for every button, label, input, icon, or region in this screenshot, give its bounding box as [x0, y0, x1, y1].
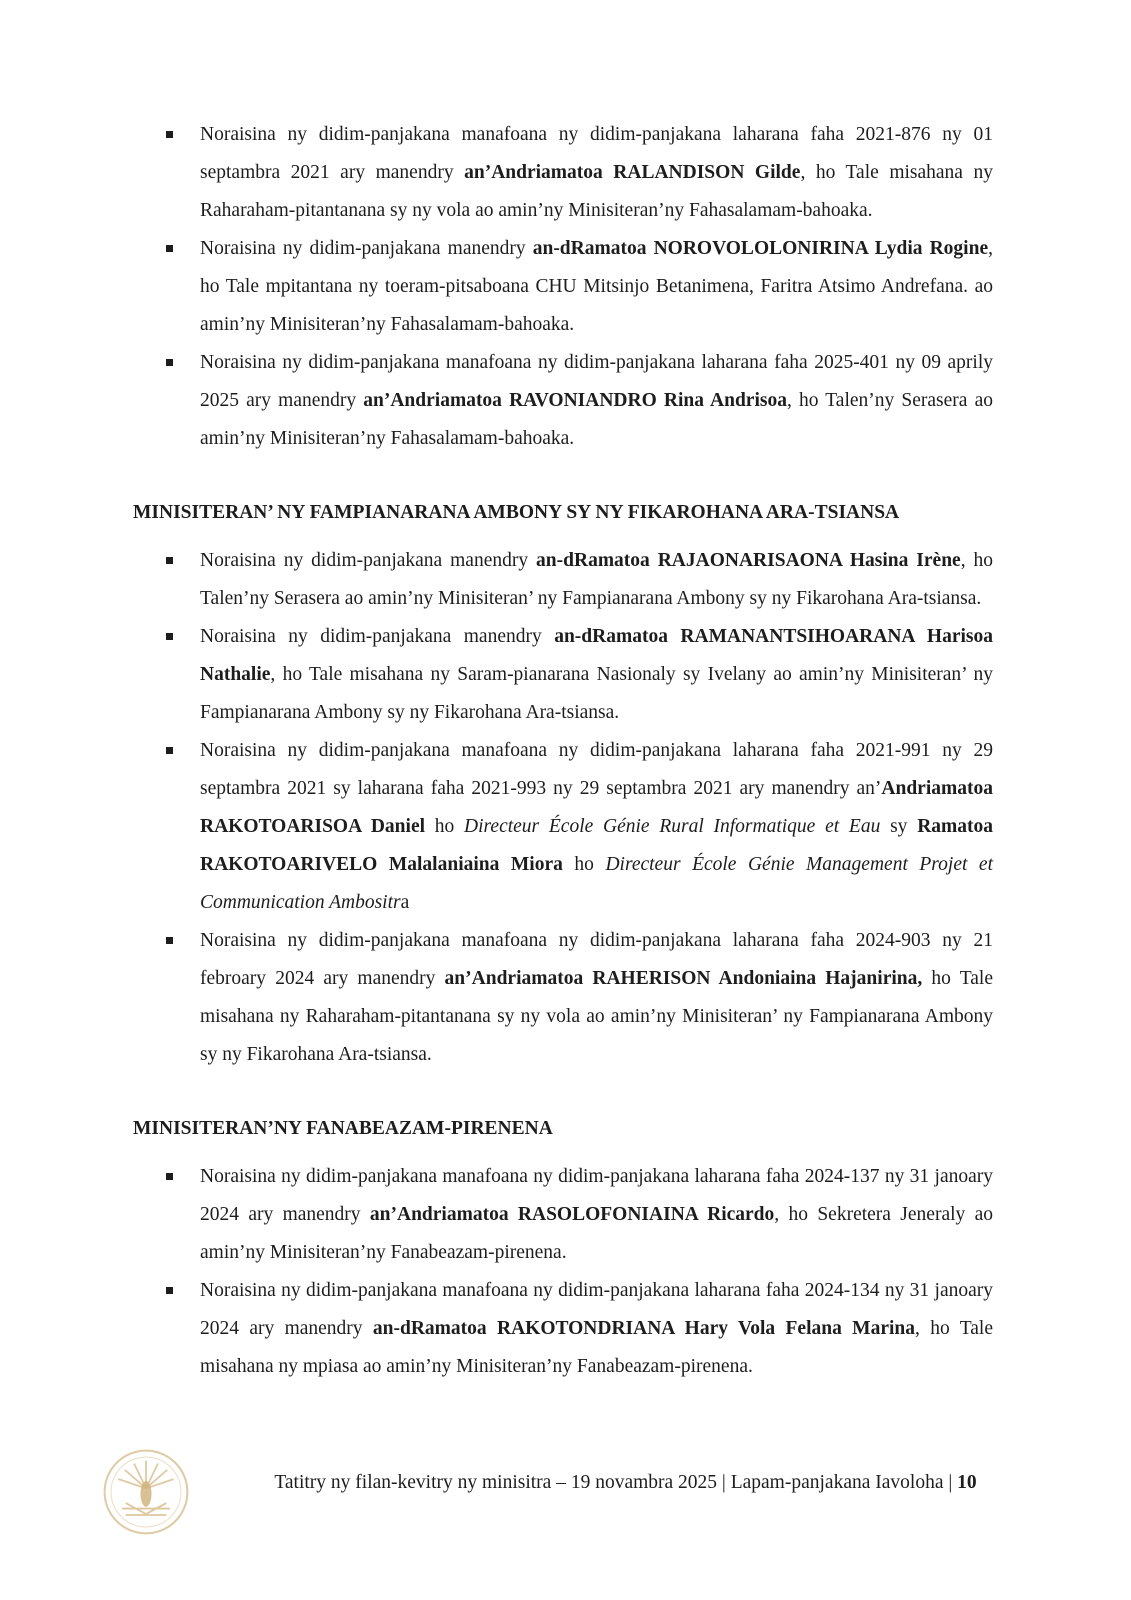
body-text: Noraisina ny didim-panjakana manafoana ny didim-panjakana laharana faha 2024-903 ny 21 febroary 2024 ary manendry: [200, 930, 993, 989]
body-text: Noraisina ny didim-panjakana manendry: [200, 626, 555, 647]
body-text: , ho Talen’ny Serasera ao amin’ny Minisiteran’ny Fahasalamam-bahoaka.: [200, 390, 993, 449]
body-text: a: [400, 892, 410, 913]
ministry-section: [133, 116, 993, 458]
body-text: ho: [425, 816, 465, 837]
bold-text: Andriamatoa RAKOTOARISOA Daniel: [200, 778, 993, 837]
body-text: Noraisina ny didim-panjakana manafoana ny didim-panjakana laharana faha 2024-137 ny 31 janoary 2024 ary manendry: [200, 1166, 993, 1225]
decree-item: [133, 230, 993, 344]
body-text: Noraisina ny didim-panjakana manafoana ny didim-panjakana laharana faha 2021-876 ny 01 septambra 2021 ary manendry: [200, 124, 993, 183]
bold-text: an-dRamatoa RAKOTONDRIANA Hary Vola Felana Marina: [372, 1318, 915, 1339]
bold-text: Ramatoa RAKOTOARIVELO Malalaniaina Miora: [200, 816, 994, 875]
bold-text: an’Andriamatoa RAVONIANDRO Rina Andrisoa: [363, 390, 787, 411]
decree-item: [133, 732, 993, 922]
decree-item: [133, 922, 993, 1074]
decree-item: [133, 116, 993, 230]
body-text: Noraisina ny didim-panjakana manendry: [200, 550, 537, 571]
bold-text: an-dRamatoa NOROVOLOLONIRINA Lydia Rogine: [532, 238, 989, 259]
body-text: Noraisina ny didim-panjakana manafoana ny didim-panjakana laharana faha 2021-991 ny 29 septambra 2021 sy laharana faha 2021-993 ny 29 septambra 2021 ary manendry an’: [200, 740, 993, 799]
decree-item: [133, 618, 993, 732]
presidency-seal-icon: [100, 1446, 192, 1538]
body-text: , ho Tale mpitantana ny toeram-pitsaboana CHU Mitsinjo Betanimena, Faritra Atsimo Andrefana. ao amin’ny Minisiteran’ny Fahasalamam-bahoaka.: [200, 238, 993, 335]
ministry-section: [133, 1116, 993, 1386]
page-number: 10: [957, 1472, 977, 1493]
bold-text: an-dRamatoa RAJAONARISAONA Hasina Irène: [536, 550, 961, 571]
bold-text: an’Andriamatoa RASOLOFONIAINA Ricardo: [369, 1204, 775, 1225]
body-text: , ho Tale misahana ny mpiasa ao amin’ny Minisiteran’ny Fanabeazam-pirenena.: [200, 1318, 993, 1377]
decree-item: [133, 1272, 993, 1386]
footer-text: [215, 1468, 1036, 1498]
bold-text: an-dRamatoa RAMANANTSIHOARANA Harisoa Nathalie: [200, 626, 993, 685]
decree-list: [133, 116, 993, 458]
body-text: sy: [880, 816, 918, 837]
italic-text: Directeur École Génie Rural Informatique et Eau: [464, 816, 881, 837]
body-text: ho Tale misahana ny Raharaham-pitantanana sy ny vola ao amin’ny Minisiteran’ ny Fampianarana Ambony sy ny Fikarohana Ara-tsiansa.: [200, 968, 993, 1065]
footer-label: Tatitry ny filan-kevitry ny minisitra – 19 novambra 2025 | Lapam-panjakana Iavoloha |: [274, 1472, 958, 1493]
section-title: MINISITERAN’ NY FAMPIANARANA AMBONY SY NY FIKAROHANA ARA-TSIANSA: [133, 502, 900, 523]
body-text: , ho Sekretera Jeneraly ao amin’ny Minisiteran’ny Fanabeazam-pirenena.: [200, 1204, 994, 1263]
bold-text: an’Andriamatoa RALANDISON Gilde: [464, 162, 801, 183]
body-text: Noraisina ny didim-panjakana manendry: [200, 238, 533, 259]
body-text: Noraisina ny didim-panjakana manafoana ny didim-panjakana laharana faha 2025-401 ny 09 aprily 2025 ary manendry: [200, 352, 993, 411]
section-title: MINISITERAN’NY FANABEAZAM-PIRENENA: [133, 1118, 553, 1139]
body-text: , ho Tale misahana ny Raharaham-pitantanana sy ny vola ao amin’ny Minisiteran’ny Fahasalamam-bahoaka.: [200, 162, 993, 221]
decree-list: [133, 1158, 993, 1386]
bold-text: an’Andriamatoa RAHERISON Andoniaina Hajanirina,: [444, 968, 923, 989]
decree-item: [133, 542, 993, 618]
decree-item: [133, 1158, 993, 1272]
body-text: Noraisina ny didim-panjakana manafoana ny didim-panjakana laharana faha 2024-134 ny 31 janoary 2024 ary manendry: [200, 1280, 993, 1339]
decree-list: [133, 542, 993, 1074]
body-text: , ho Tale misahana ny Saram-pianarana Nasionaly sy Ivelany ao amin’ny Minisiteran’ ny Fampianarana Ambony sy ny Fikarohana Ara-tsiansa.: [200, 664, 993, 723]
body-text: , ho Talen’ny Serasera ao amin’ny Minisiteran’ ny Fampianarana Ambony sy ny Fikarohana Ara-tsiansa.: [200, 550, 994, 609]
decree-item: [133, 344, 993, 458]
ministry-section: [133, 500, 993, 1074]
body-text: ho: [562, 854, 606, 875]
document-content: [133, 116, 993, 1386]
italic-text: Directeur École Génie Management Projet et Communication Ambositr: [200, 854, 994, 913]
